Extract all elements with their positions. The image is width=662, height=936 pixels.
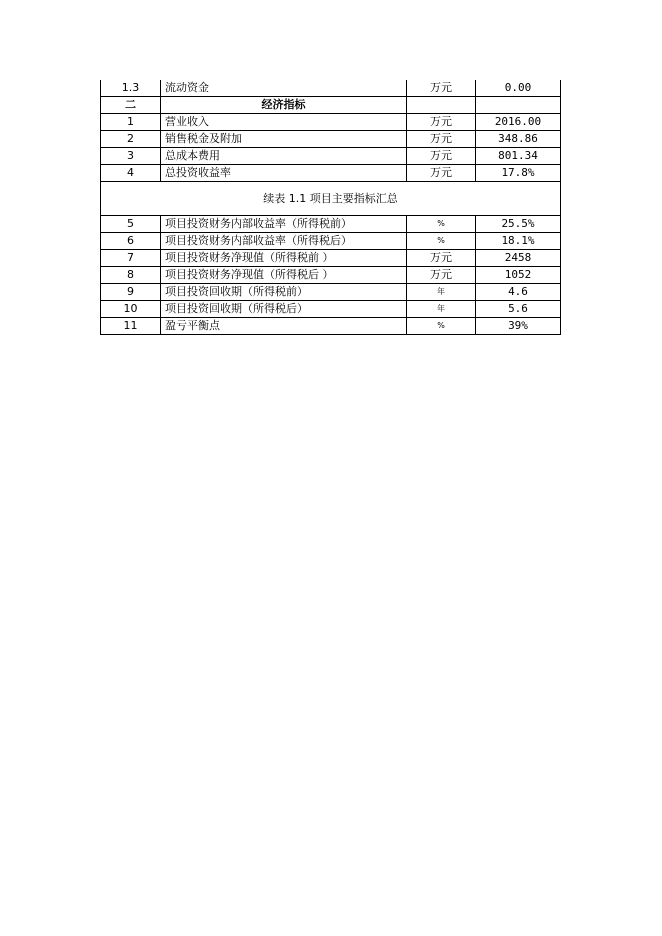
- table-caption: 续表 1.1 项目主要指标汇总: [101, 182, 561, 216]
- table-row: [101, 216, 561, 233]
- table-row: [101, 301, 561, 318]
- main-indicators-table: [100, 80, 561, 335]
- section-value: [476, 97, 561, 114]
- row-number: 8: [101, 267, 161, 284]
- indicator-value: 2016.00: [476, 114, 561, 131]
- section-header-row: [101, 97, 561, 114]
- indicator-unit: %: [407, 233, 476, 250]
- indicator-value: 39%: [476, 318, 561, 335]
- row-number: 7: [101, 250, 161, 267]
- indicator-value: 348.86: [476, 131, 561, 148]
- indicator-unit: 万元: [407, 131, 476, 148]
- row-number: 3: [101, 148, 161, 165]
- indicator-name: 项目投资回收期（所得税后）: [161, 301, 407, 318]
- indicator-value: 18.1%: [476, 233, 561, 250]
- indicator-name: 销售税金及附加: [161, 131, 407, 148]
- indicator-name: 项目投资财务净现值（所得税后 ）: [161, 267, 407, 284]
- indicator-unit: 万元: [407, 250, 476, 267]
- indicator-value: 4.6: [476, 284, 561, 301]
- indicator-name: 项目投资财务净现值（所得税前 ）: [161, 250, 407, 267]
- indicator-unit: 万元: [407, 267, 476, 284]
- table-row: [101, 318, 561, 335]
- row-number: 1: [101, 114, 161, 131]
- table-row: [101, 80, 561, 97]
- indicator-name: 盈亏平衡点: [161, 318, 407, 335]
- row-number: 10: [101, 301, 161, 318]
- table-row: [101, 250, 561, 267]
- table-row: [101, 233, 561, 250]
- indicator-name: 营业收入: [161, 114, 407, 131]
- indicator-unit: 万元: [407, 80, 476, 97]
- indicator-name: 项目投资财务内部收益率（所得税后）: [161, 233, 407, 250]
- row-number: 6: [101, 233, 161, 250]
- indicator-name: 项目投资回收期（所得税前）: [161, 284, 407, 301]
- row-number: 5: [101, 216, 161, 233]
- indicator-value: 2458: [476, 250, 561, 267]
- section-unit: [407, 97, 476, 114]
- indicator-name: 总成本费用: [161, 148, 407, 165]
- indicator-name: 流动资金: [161, 80, 407, 97]
- row-number: 4: [101, 165, 161, 182]
- table-row: [101, 114, 561, 131]
- indicator-name: 总投资收益率: [161, 165, 407, 182]
- indicator-value: 17.8%: [476, 165, 561, 182]
- section-title: 经济指标: [161, 97, 407, 114]
- indicator-unit: 万元: [407, 165, 476, 182]
- indicator-name: 项目投资财务内部收益率（所得税前）: [161, 216, 407, 233]
- section-number: 二: [101, 97, 161, 114]
- table-row: [101, 284, 561, 301]
- table-row: [101, 267, 561, 284]
- table-caption-row: [101, 182, 561, 216]
- table-row: [101, 148, 561, 165]
- document-page: [100, 80, 560, 335]
- indicator-value: 801.34: [476, 148, 561, 165]
- indicator-value: 5.6: [476, 301, 561, 318]
- row-number: 11: [101, 318, 161, 335]
- indicator-value: 0.00: [476, 80, 561, 97]
- row-number: 1.3: [101, 80, 161, 97]
- row-number: 9: [101, 284, 161, 301]
- table-row: [101, 165, 561, 182]
- indicator-unit: 年: [407, 284, 476, 301]
- table-row: [101, 131, 561, 148]
- indicator-unit: %: [407, 216, 476, 233]
- indicator-unit: 万元: [407, 148, 476, 165]
- indicator-unit: 万元: [407, 114, 476, 131]
- indicator-value: 25.5%: [476, 216, 561, 233]
- indicator-value: 1052: [476, 267, 561, 284]
- indicator-unit: %: [407, 318, 476, 335]
- row-number: 2: [101, 131, 161, 148]
- indicator-unit: 年: [407, 301, 476, 318]
